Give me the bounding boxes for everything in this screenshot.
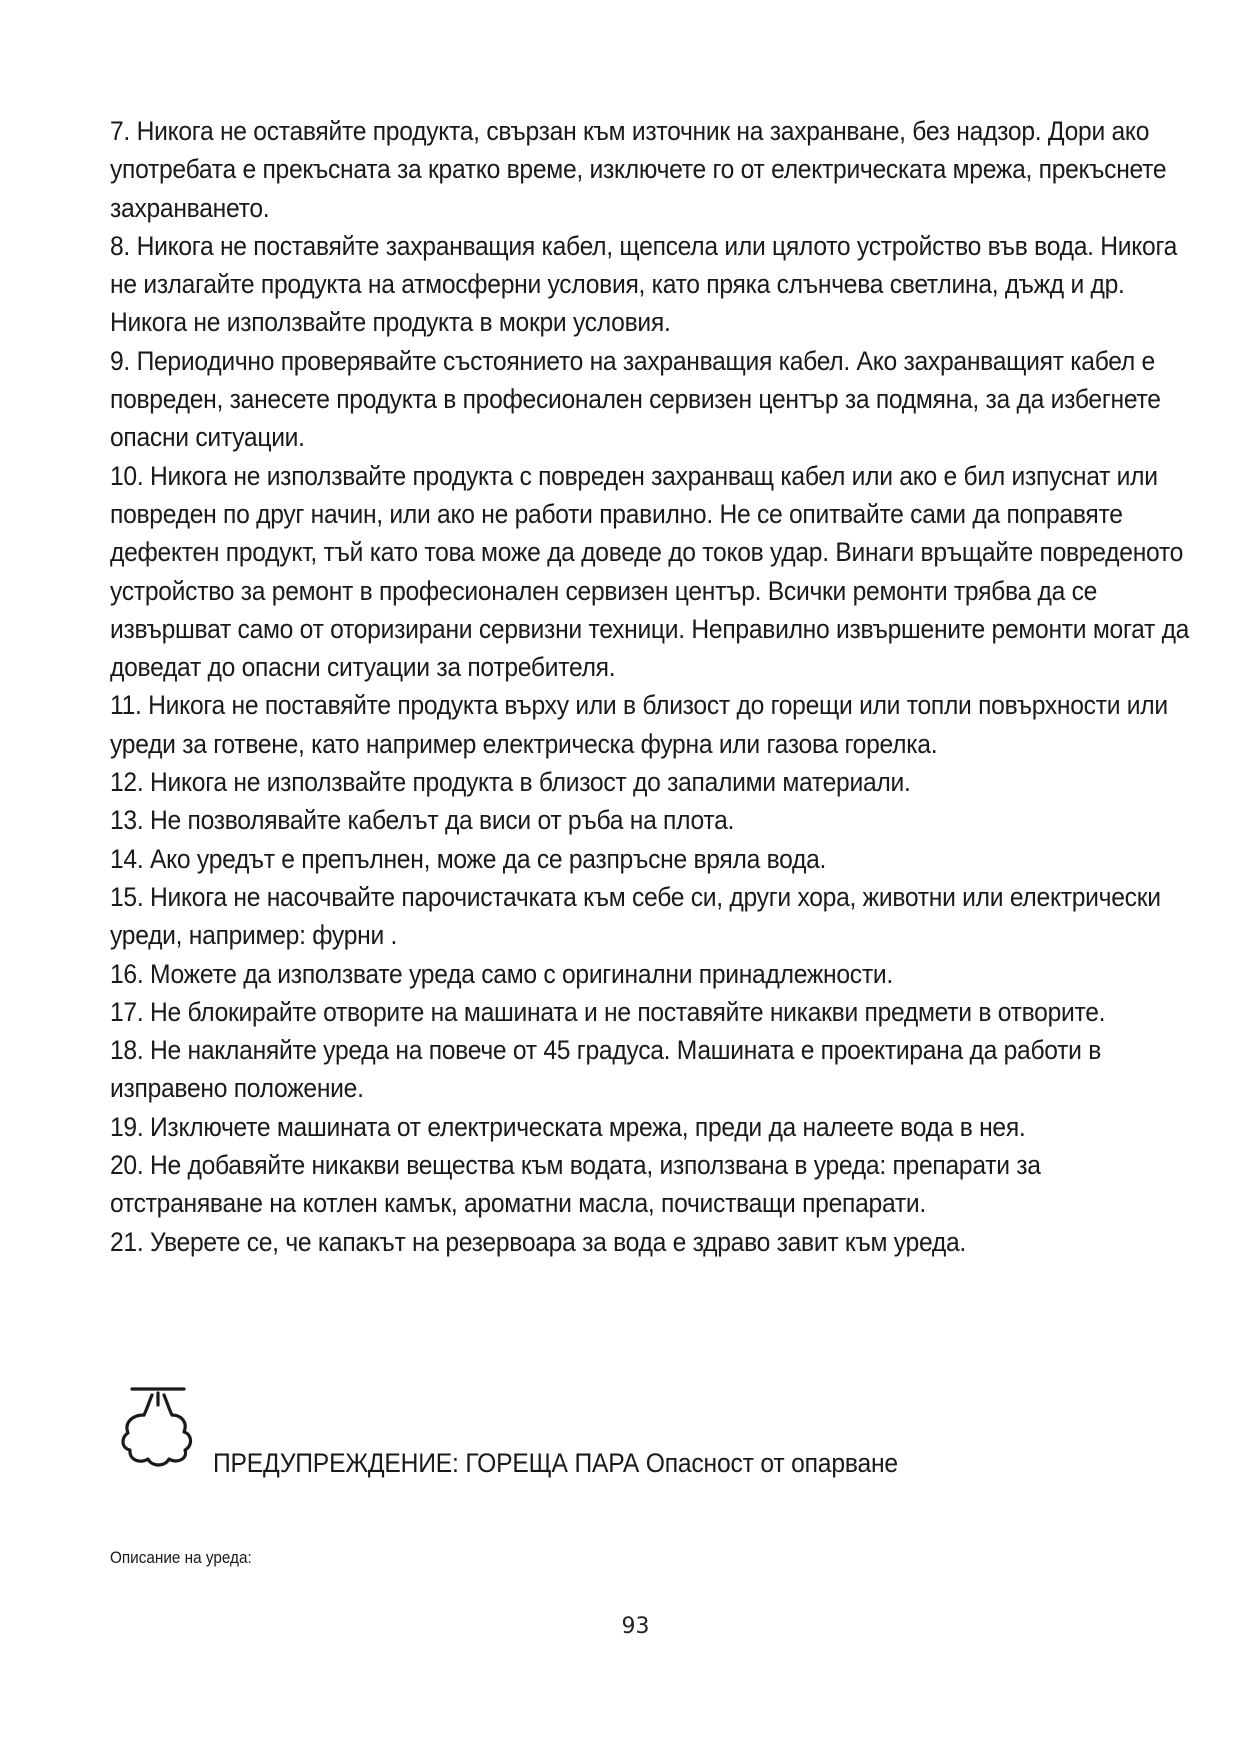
- warning-text: ПРЕДУПРЕЖДЕНИЕ: ГОРЕЩА ПАРА Опасност от опарване: [213, 1448, 898, 1478]
- instruction-16: 16. Можете да използвате уреда само с оригинални принадлежности.: [110, 958, 893, 989]
- hot-steam-warning: [118, 1385, 1018, 1490]
- instruction-18: 18. Не накланяйте уреда на повече от 45 градуса. Машината е проектирана да работи в изправено положение.: [110, 1035, 1102, 1104]
- instruction-8: 8. Никога не поставяйте захранващия кабел, щепсела или цялото устройство във вода. Никога не излагайте продукта на атмосферни условия, като пряка слънчева светлина, дъжд и др. Никога не използвайте продукта в мокри условия.: [110, 230, 1178, 338]
- instruction-21: 21. Уверете се, че капакът на резервоара за вода е здраво завит към уреда.: [110, 1226, 966, 1257]
- instruction-15: 15. Никога не насочвайте парочистачката към себе си, други хора, животни или електрически уреди, например: фурни .: [110, 881, 1161, 951]
- instruction-17: 17. Не блокирайте отворите на машината и не поставяйте никакви предмети в отворите.: [110, 996, 1106, 1027]
- safety-instructions: [110, 112, 1190, 1261]
- instruction-12: 12. Никога не използвайте продукта в близост до запалими материали.: [110, 767, 911, 798]
- instruction-13: 13. Не позволявайте кабелът да виси от ръба на плота.: [110, 805, 735, 836]
- page-number: 93: [621, 1614, 650, 1639]
- instruction-19: 19. Изключете машината от електрическата мрежа, преди да налеете вода в нея.: [110, 1111, 1026, 1142]
- instruction-14: 14. Ако уредът е препълнен, може да се разпръсне вряла вода.: [110, 843, 827, 874]
- instruction-10: 10. Никога не използвайте продукта с повреден захранващ кабел или ако е бил изпуснат или повреден по друг начин, или ако не работи правилно. Не се опитвайте сами да поправяте дефектен продукт, тъй като това може да доведе до токов удар. Винаги връщайте повреденото устройство за ремонт в професионален сервизен център. Всички ремонти трябва да се извършват само от оторизирани сервизни техници. Неправилно извършените ремонти могат да доведат до опасни ситуации за потребителя.: [110, 460, 1190, 683]
- hot-steam-icon: [118, 1385, 198, 1485]
- instruction-9: 9. Периодично проверявайте състоянието на захранващия кабел. Ако захранващият кабел е повреден, занесете продукта в професионален сервизен център за подмяна, за да избегнете опасни ситуации.: [110, 345, 1161, 453]
- appliance-description-label: Описание на уреда:: [110, 1548, 252, 1567]
- instruction-7: 7. Никога не оставяйте продукта, свързан към източник на захранване, без надзор. Дори ако употребата е прекъсната за кратко време, изключете го от електрическата мрежа, прекъснете захранването.: [110, 116, 1167, 223]
- instruction-20: 20. Не добавяйте никакви вещества към водата, използвана в уреда: препарати за отстраняване на котлен камък, ароматни масла, почистващи препарати.: [110, 1150, 1041, 1219]
- instruction-11: 11. Никога не поставяйте продукта върху или в близост до горещи или топли повърхности или уреди за готвене, като например електрическа фурна или газова горелка.: [110, 690, 1168, 759]
